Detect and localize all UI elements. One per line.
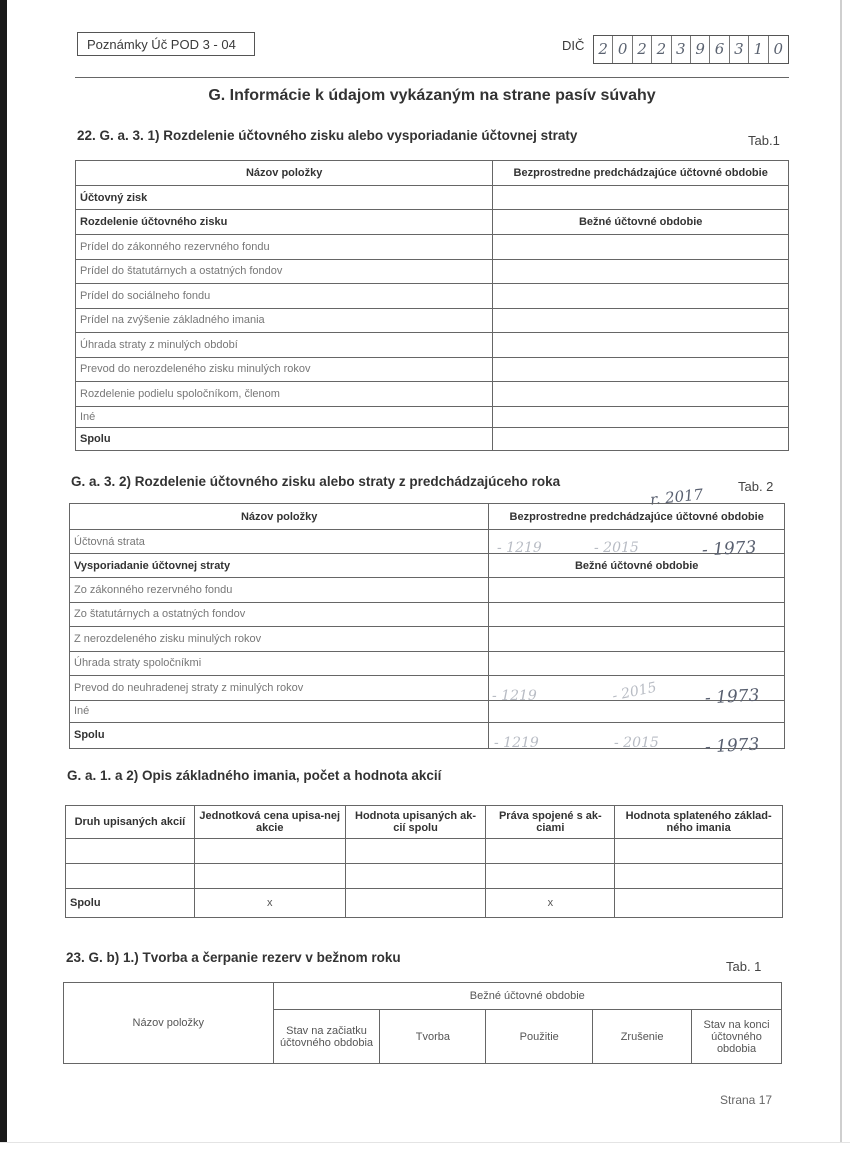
value-cell	[493, 259, 789, 284]
row-label: Prídel na zvýšenie základného imania	[76, 308, 493, 333]
section4-tab-label: Tab. 1	[726, 959, 762, 974]
col-header-name: Názov položky	[64, 983, 274, 1064]
col-header: Použitie	[486, 1010, 593, 1064]
value-cell	[493, 186, 789, 210]
col-header: Hodnota upisaných ak-cií spolu	[345, 806, 486, 839]
row-label: Z nerozdeleného zisku minulých rokov	[70, 627, 489, 652]
row-total-label: Spolu	[76, 427, 493, 450]
dic-digit: 6	[710, 36, 729, 63]
row-label: Rozdelenie podielu spoločníkom, členom	[76, 382, 493, 407]
value-cell	[486, 864, 615, 889]
row-label: Prevod do nerozdeleného zisku minulých rokov	[76, 357, 493, 382]
dic-digit: 0	[773, 40, 783, 58]
row-label: Prídel do sociálneho fondu	[76, 284, 493, 309]
value-cell	[493, 284, 789, 309]
form-label-box: Poznámky Úč POD 3 - 04	[77, 32, 255, 56]
row-label: Prídel do štatutárnych a ostatných fondov	[76, 259, 493, 284]
value-cell	[615, 889, 783, 918]
section2-tab-label: Tab. 2	[738, 479, 774, 494]
table-provisions	[63, 982, 782, 1064]
x-mark: x	[194, 889, 345, 918]
row-label: Účtovný zisk	[76, 186, 493, 210]
section1-title: 22. G. a. 3. 1) Rozdelenie účtovného zisku alebo vysporiadanie účtovnej straty	[77, 128, 578, 143]
section4-title: 23. G. b) 1.) Tvorba a čerpanie rezerv v bežnom roku	[66, 950, 401, 965]
value-cell	[493, 382, 789, 407]
value-cell	[493, 333, 789, 358]
value-cell	[194, 839, 345, 864]
value-cell	[493, 427, 789, 450]
value-cell	[493, 406, 789, 427]
value-cell	[493, 235, 789, 260]
col-header-group: Bežné účtovné obdobie	[273, 983, 781, 1010]
page-number: Strana 17	[720, 1093, 773, 1107]
value-cell	[345, 864, 486, 889]
value-cell	[489, 651, 785, 676]
dic-digit: 2	[652, 36, 671, 63]
row-label: Účtovná strata	[70, 530, 489, 554]
value-cell	[615, 839, 783, 864]
handwritten-transfer-value: - 1973	[704, 685, 760, 709]
row-label: Zo štatutárnych a ostatných fondov	[70, 602, 489, 627]
col-header-prev: Bezprostredne predchádzajúce účtovné obdobie	[493, 161, 789, 186]
dic-digit: 3	[672, 36, 691, 63]
handwritten-total-value: - 1973	[704, 734, 760, 758]
value-cell	[493, 308, 789, 333]
value-cell	[66, 839, 195, 864]
col-header: Jednotková cena upisa-nej akcie	[194, 806, 345, 839]
row-label: Rozdelenie účtovného zisku	[76, 210, 493, 235]
row-total-label: Spolu	[66, 889, 195, 918]
row-label: Prídel do zákonného rezervného fondu	[76, 235, 493, 260]
row-label: Úhrada straty z minulých období	[76, 333, 493, 358]
handwritten-faint-value: - 1219	[494, 735, 539, 751]
dic-label: DIČ	[562, 38, 585, 53]
row-label: Úhrada straty spoločníkmi	[70, 651, 489, 676]
col-header: Stav na konci účtovného obdobia	[692, 1010, 782, 1064]
table-loss-settlement	[69, 503, 785, 749]
col-header: Hodnota splateného základ-ného imania	[615, 806, 783, 839]
value-cell	[489, 627, 785, 652]
handwritten-year-note: r. 2017	[649, 485, 705, 509]
col-header: Druh upisaných akcií	[66, 806, 195, 839]
row-label: Prevod do neuhradenej straty z minulých rokov	[70, 676, 489, 701]
col-header: Zrušenie	[593, 1010, 692, 1064]
section1-tab-label: Tab.1	[748, 133, 780, 148]
col-header-prev: Bezprostredne predchádzajúce účtovné obdobie	[489, 504, 785, 530]
handwritten-faint-value: - 2015	[614, 735, 659, 751]
value-cell	[194, 864, 345, 889]
row-label: Iné	[76, 406, 493, 427]
col-header-current: Bežné účtovné obdobie	[493, 210, 789, 235]
col-header: Stav na začiatku účtovného obdobia	[273, 1010, 380, 1064]
dic-digit: 2	[594, 36, 613, 63]
table-profit-distribution	[75, 160, 789, 451]
row-label: Vysporiadanie účtovnej straty	[70, 554, 489, 578]
dic-digit: 3	[730, 36, 749, 63]
table-share-capital	[65, 805, 783, 918]
handwritten-faint-value: - 1219	[497, 540, 542, 556]
dic-digit: 0	[613, 36, 632, 63]
x-mark: x	[486, 889, 615, 918]
dic-boxes	[593, 35, 789, 64]
value-cell	[486, 839, 615, 864]
value-cell	[489, 578, 785, 603]
value-cell	[345, 839, 486, 864]
value-cell	[345, 889, 486, 918]
handwritten-loss-value: - 1973	[701, 537, 757, 561]
value-cell	[66, 864, 195, 889]
dic-digit: 9	[691, 36, 710, 63]
dic-digit: 1	[749, 36, 768, 63]
col-header-name: Názov položky	[70, 504, 489, 530]
row-label: Zo zákonného rezervného fondu	[70, 578, 489, 603]
row-label: Iné	[70, 700, 489, 722]
col-header: Práva spojené s ak-ciami	[486, 806, 615, 839]
value-cell	[615, 864, 783, 889]
value-cell	[489, 602, 785, 627]
handwritten-faint-value: - 2015	[594, 540, 639, 556]
page-title: G. Informácie k údajom vykázaným na strane pasív súvahy	[208, 87, 656, 104]
dic-digit: 2	[633, 36, 652, 63]
header-rule	[75, 77, 789, 78]
scan-edge-left	[0, 0, 7, 1169]
value-cell	[493, 357, 789, 382]
col-header-current: Bežné účtovné obdobie	[489, 554, 785, 578]
scan-edge-right	[840, 0, 842, 1169]
row-total-label: Spolu	[70, 722, 489, 748]
section3-title: G. a. 1. a 2) Opis základného imania, počet a hodnota akcií	[67, 768, 442, 783]
col-header: Tvorba	[380, 1010, 486, 1064]
section2-title: G. a. 3. 2) Rozdelenie účtovného zisku alebo straty z predchádzajúceho roka	[71, 474, 561, 489]
col-header-name: Názov položky	[76, 161, 493, 186]
handwritten-faint-value: - 2015	[610, 679, 658, 705]
handwritten-faint-value: - 1219	[492, 688, 537, 704]
scan-edge-bottom	[0, 1142, 850, 1169]
